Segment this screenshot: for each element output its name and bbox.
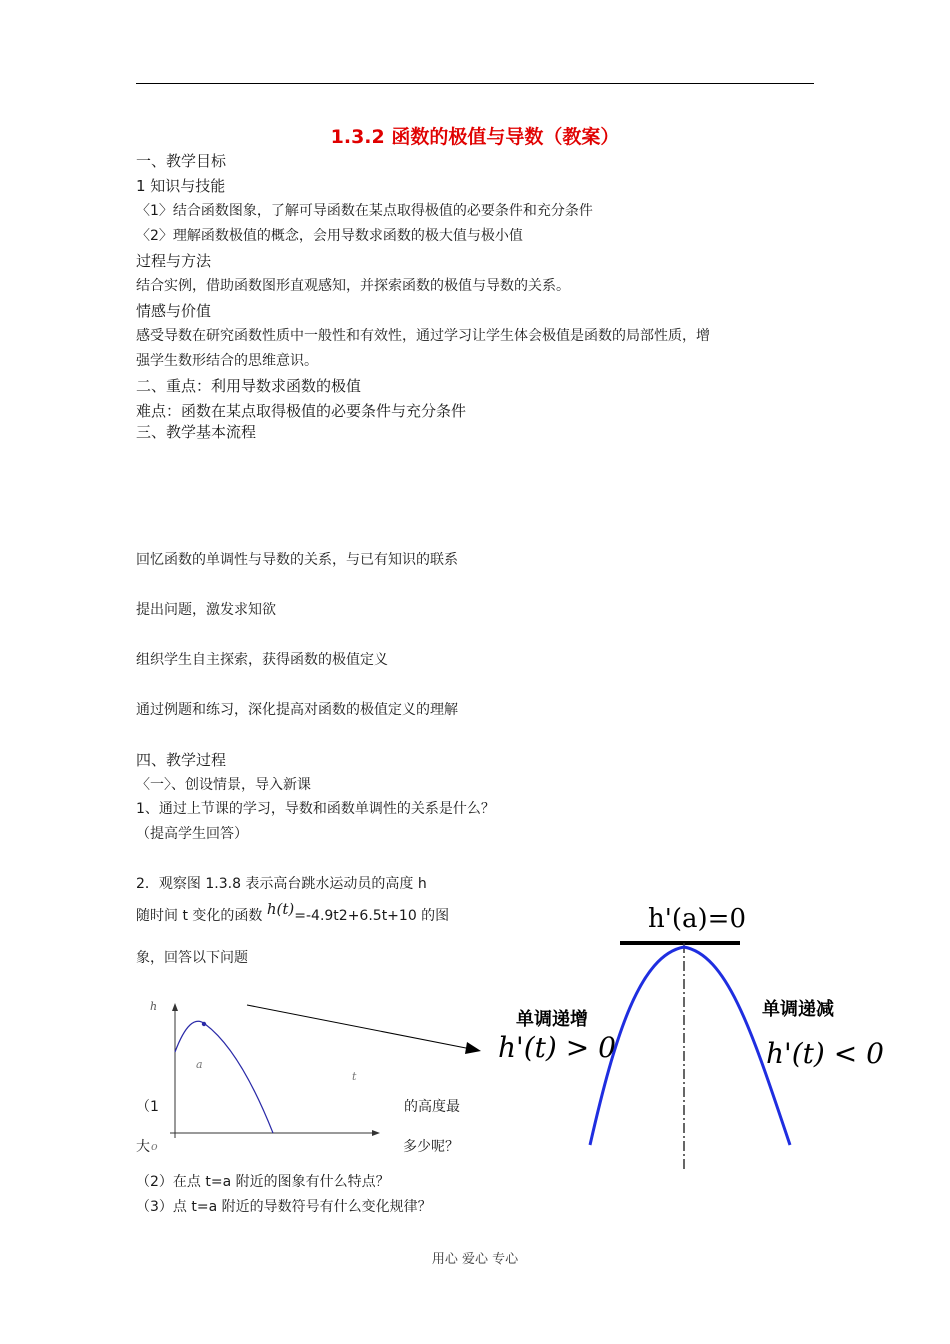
sub-question-2: （2）在点 t=a 附近的图象有什么特点？: [136, 1174, 390, 1190]
increase-formula: h'(t) > 0: [498, 1031, 616, 1064]
sub-question-1b-start: 大: [136, 1139, 150, 1155]
pointer-arrow-line: [247, 1005, 471, 1049]
top-formula: h'(a)=0: [648, 904, 747, 934]
q2-function: h(t): [266, 900, 295, 918]
origin-label: o: [151, 1140, 158, 1150]
pointer-arrow: [245, 1000, 485, 1060]
a-label: a: [196, 1058, 203, 1071]
flow-step-1: 回忆函数的单调性与导数的关系，与已有知识的联系: [136, 552, 458, 568]
key-point: 二、重点：利用导数求函数的极值: [136, 377, 362, 395]
question-2-line-b: [136, 900, 450, 926]
decrease-label: 单调递减: [762, 999, 834, 1020]
question-2-line-c: 象，回答以下问题: [136, 950, 248, 966]
process-text: 结合实例，借助函数图形直观感知，并探索函数的极值与导数的关系。: [136, 278, 570, 294]
difficulty: 难点：函数在某点取得极值的必要条件与充分条件: [136, 402, 467, 420]
flow-heading: 三、教学基本流程: [136, 423, 257, 441]
x-axis-arrow: [372, 1130, 380, 1136]
process-main-heading: 四、教学过程: [136, 751, 227, 769]
flow-step-2: 提出问题，激发求知欲: [136, 602, 276, 618]
scene-heading: 〈一〉、创设情景，导入新课: [136, 777, 311, 793]
q2-text-post: =-4.9t2+6.5t+10 的图: [294, 908, 450, 924]
sub-question-3: （3）点 t=a 附近的导数符号有什么变化规律？: [136, 1199, 432, 1215]
page-title: 1.3.2 函数的极值与导数（教案）: [330, 126, 620, 148]
process-heading: 过程与方法: [136, 252, 212, 270]
increase-label: 单调递增: [516, 1009, 588, 1030]
sub-question-1b-end: 多少呢？: [403, 1139, 459, 1155]
pointer-arrow-head: [465, 1042, 481, 1054]
flow-step-3: 组织学生自主探索，获得函数的极值定义: [136, 652, 388, 668]
flow-step-4: 通过例题和练习，深化提高对函数的极值定义的理解: [136, 702, 458, 718]
knowledge-item-2: 〈2〉理解函数极值的概念，会用导数求函数的极大值与极小值: [136, 228, 523, 244]
q2-text-pre: 随时间 t 变化的函数: [136, 908, 263, 924]
parabola-curve: [590, 947, 790, 1145]
decrease-formula: h'(t) < 0: [766, 1037, 884, 1070]
header-rule: [136, 83, 814, 84]
h-axis-label: h: [150, 1000, 158, 1013]
emotion-text-1: 感受导数在研究函数性质中一般性和有效性，通过学习让学生体会极值是函数的局部性质，增: [136, 328, 710, 344]
extremum-graph: [490, 895, 890, 1180]
question-1: 1、通过上节课的学习，导数和函数单调性的关系是什么？: [136, 801, 495, 817]
knowledge-heading: 1 知识与技能: [136, 177, 226, 195]
t-axis-label: t: [352, 1070, 357, 1083]
sub-question-1-start: （1: [136, 1099, 159, 1115]
emotion-text-2: 强学生数形结合的思维意识。: [136, 353, 318, 369]
peak-point: [202, 1022, 206, 1026]
knowledge-item-1: 〈1〉结合函数图象，了解可导函数在某点取得极值的必要条件和充分条件: [136, 203, 593, 219]
sub-question-1-end: 的高度最: [404, 1099, 460, 1115]
goal-heading: 一、教学目标: [136, 152, 227, 170]
footer: 用心 爱心 专心: [431, 1252, 519, 1267]
emotion-heading: 情感与价值: [136, 302, 212, 320]
y-axis-arrow: [172, 1003, 178, 1011]
question-1-note: （提高学生回答）: [136, 826, 248, 842]
question-2-line-a: 2．观察图 1.3.8 表示高台跳水运动员的高度 h: [136, 876, 427, 892]
